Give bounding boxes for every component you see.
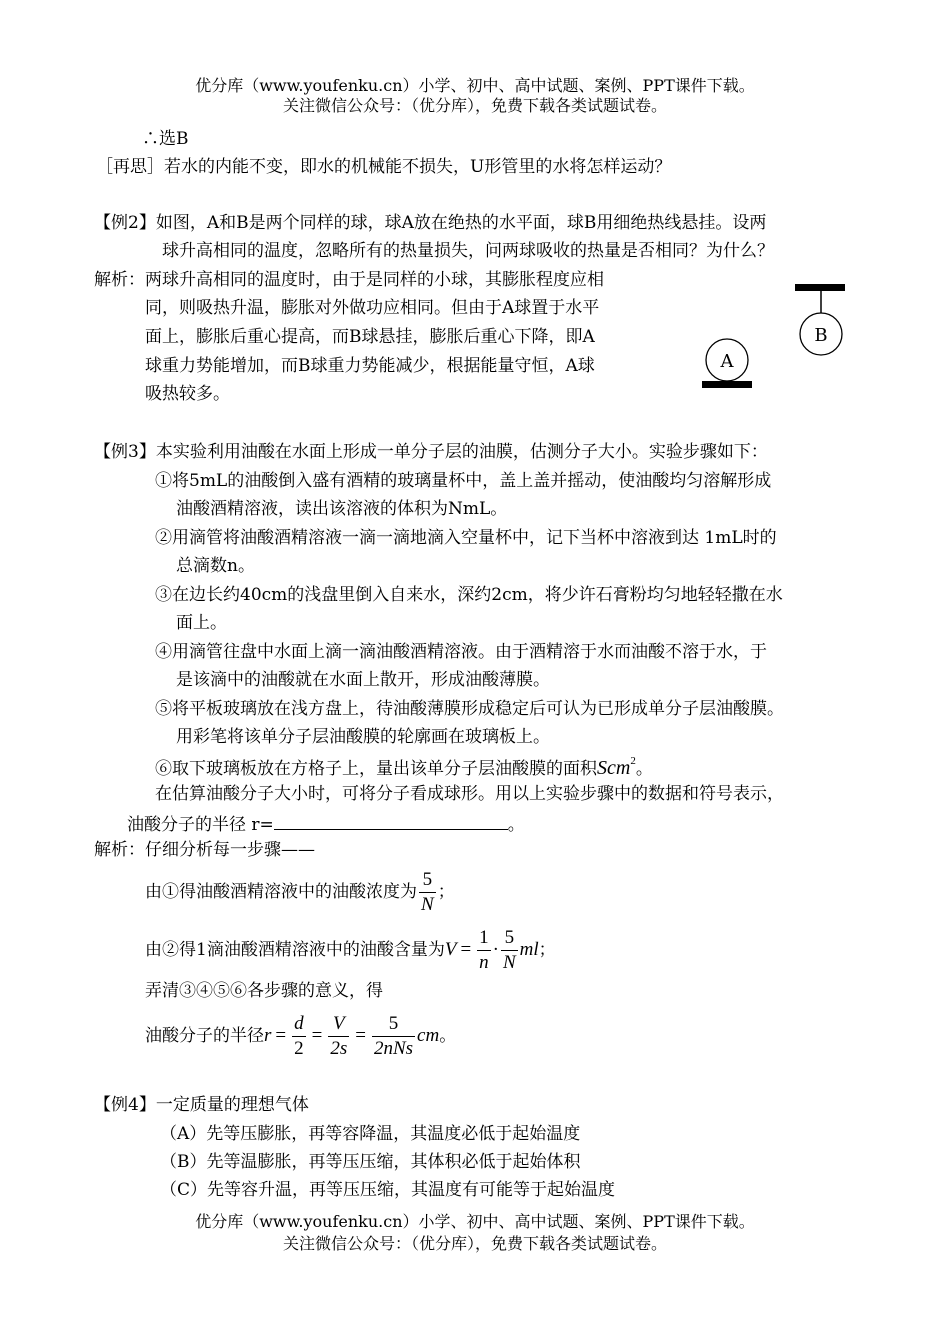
fraction-denominator: N <box>502 951 516 973</box>
step6-text: ⑥取下玻璃板放在方格子上，量出该单分子层油酸膜的面积 <box>155 759 597 779</box>
equals-sign: = <box>311 1024 323 1046</box>
multiply-dot: · <box>492 938 499 960</box>
step3-line2: 面上。 <box>176 613 227 633</box>
example4-title: 【例4】一定质量的理想气体 <box>94 1095 309 1115</box>
fraction-denominator: 2 <box>294 1037 304 1059</box>
area-unit <box>597 757 636 779</box>
fraction-denominator: 2nNs <box>373 1037 414 1059</box>
fraction-5-over-2nns <box>372 1012 415 1061</box>
header-line-1: 优分库（www.youfenku.cn）小学、初中、高中试题、案例、PPT课件下载。 <box>195 76 755 95</box>
step2-line2: 总滴数n。 <box>176 556 255 576</box>
fraction-numerator: d <box>292 1012 306 1037</box>
solution-line3: 弄清③④⑤⑥各步骤的意义，得 <box>145 981 383 1001</box>
radius-unit: cm <box>417 1024 440 1046</box>
fraction-one-over-n <box>477 926 491 975</box>
footer-line-1: 优分库（www.youfenku.cn）小学、初中、高中试题、案例、PPT课件下载。 <box>195 1212 755 1231</box>
solution-line2 <box>145 926 556 975</box>
fraction-numerator: 5 <box>372 1012 415 1037</box>
solution-line4-end: 。 <box>439 1025 457 1046</box>
solution-line1-end: ； <box>437 881 455 902</box>
two-balls-figure <box>700 280 850 395</box>
question-line2 <box>127 815 525 834</box>
ball-b-label: B <box>814 325 828 346</box>
fraction-numerator: 5 <box>501 926 518 951</box>
concentration-text: 由①得油酸酒精溶液中的油酸浓度为 <box>145 881 417 902</box>
fraction-numerator: 1 <box>477 926 491 951</box>
horizontal-surface <box>702 381 752 388</box>
fraction-numerator: 5 <box>419 868 436 893</box>
fraction-denominator: N <box>421 893 434 915</box>
area-symbol: Scm <box>597 757 631 779</box>
step4-line1: ④用滴管往盘中水面上滴一滴油酸酒精溶液。由于酒精溶于水而油酸不溶于水，于 <box>155 642 767 662</box>
volume-text: 由②得1滴油酸酒精溶液中的油酸含量为 <box>145 939 445 960</box>
step5-line1: ⑤将平板玻璃放在浅方盘上，待油酸薄膜形成稳定后可认为已形成单分子层油酸膜。 <box>155 699 784 719</box>
step4-line2: 是该滴中的油酸就在水面上散开，形成油酸薄膜。 <box>176 670 550 690</box>
step6-end: 。 <box>635 759 653 779</box>
step6-line <box>155 756 653 778</box>
previous-answer: ∴选B <box>142 129 189 149</box>
fraction-numerator: V <box>328 1012 349 1037</box>
example2-solution-line5: 吸热较多。 <box>145 384 230 404</box>
solution-line4 <box>145 1012 456 1061</box>
example3-solution-intro: 解析：仔细分析每一步骤—— <box>94 840 315 860</box>
question-end: 。 <box>507 815 525 835</box>
question-line1: 在估算油酸分子大小时，可将分子看成球形。用以上实验步骤中的数据和符号表示， <box>155 784 784 804</box>
area-exponent: 2 <box>630 755 636 767</box>
example2-solution-line1: 解析：两球升高相同的温度时，由于是同样的小球，其膨胀程度应相 <box>94 270 604 290</box>
example3-intro: 【例3】本实验利用油酸在水面上形成一单分子层的油膜，估测分子大小。实验步骤如下： <box>94 442 768 462</box>
step5-line2: 用彩笔将该单分子层油酸膜的轮廓画在玻璃板上。 <box>176 727 550 747</box>
equals-sign: = <box>460 938 472 960</box>
answer-blank[interactable] <box>274 815 508 830</box>
equals-sign: = <box>355 1024 366 1046</box>
fraction-five-over-n <box>501 926 518 975</box>
solution-line1 <box>145 868 455 917</box>
ball-a-label: A <box>720 351 734 372</box>
reflection-question: ［再思］若水的内能不变，即水的机械能不损失，U形管里的水将怎样运动？ <box>96 157 672 177</box>
solution-line2-end: ； <box>538 939 556 960</box>
step1-line1: ①将5mL的油酸倒入盛有酒精的玻璃量杯中，盖上盖并摇动，使油酸均匀溶解形成 <box>155 471 772 491</box>
option-c: （C）先等容升温，再等压压缩，其温度有可能等于起始温度 <box>160 1180 616 1200</box>
fraction-denominator: n <box>479 951 489 973</box>
example2-solution-line2: 同，则吸热升温，膨胀对外做功应相同。但由于A球置于水平 <box>145 298 600 318</box>
step2-line1: ②用滴管将油酸酒精溶液一滴一滴地滴入空量杯中，记下当杯中溶液到达 1mL时的 <box>155 528 777 548</box>
concentration-fraction <box>419 868 436 917</box>
header-line-2: 关注微信公众号：（优分库），免费下载各类试题试卷。 <box>282 96 667 115</box>
ceiling-support <box>795 284 845 291</box>
volume-symbol: V <box>444 938 457 960</box>
footer-line-2: 关注微信公众号：（优分库），免费下载各类试题试卷。 <box>282 1234 667 1253</box>
example2-question-line2: 球升高相同的温度，忽略所有的热量损失，问两球吸收的热量是否相同？为什么？ <box>162 241 774 261</box>
radius-text: 油酸分子的半径 <box>145 1025 264 1046</box>
fraction-d-over-2 <box>292 1012 306 1061</box>
option-b: （B）先等温膨胀，再等压压缩，其体积必低于起始体积 <box>160 1152 581 1172</box>
volume-unit: ml <box>519 938 539 960</box>
radius-symbol: r <box>264 1024 272 1046</box>
example2-solution-line3: 面上，膨胀后重心提高，而B球悬挂，膨胀后重心下降，即A <box>145 327 595 347</box>
step1-line2: 油酸酒精溶液，读出该溶液的体积为NmL。 <box>176 499 508 519</box>
example2-question-line1: 【例2】如图，A和B是两个同样的球，球A放在绝热的水平面，球B用细绝热线悬挂。设两 <box>94 213 767 233</box>
radius-prompt: 油酸分子的半径 r= <box>127 815 274 835</box>
option-a: （A）先等压膨胀，再等容降温，其温度必低于起始温度 <box>160 1124 581 1144</box>
fraction-v-over-2s <box>328 1012 349 1061</box>
example2-solution-line4: 球重力势能增加，而B球重力势能减少，根据能量守恒，A球 <box>145 356 595 376</box>
step3-line1: ③在边长约40cm的浅盘里倒入自来水，深约2cm，将少许石膏粉均匀地轻轻撒在水 <box>155 585 783 605</box>
equals-sign: = <box>275 1024 287 1046</box>
fraction-denominator: 2s <box>330 1037 348 1059</box>
